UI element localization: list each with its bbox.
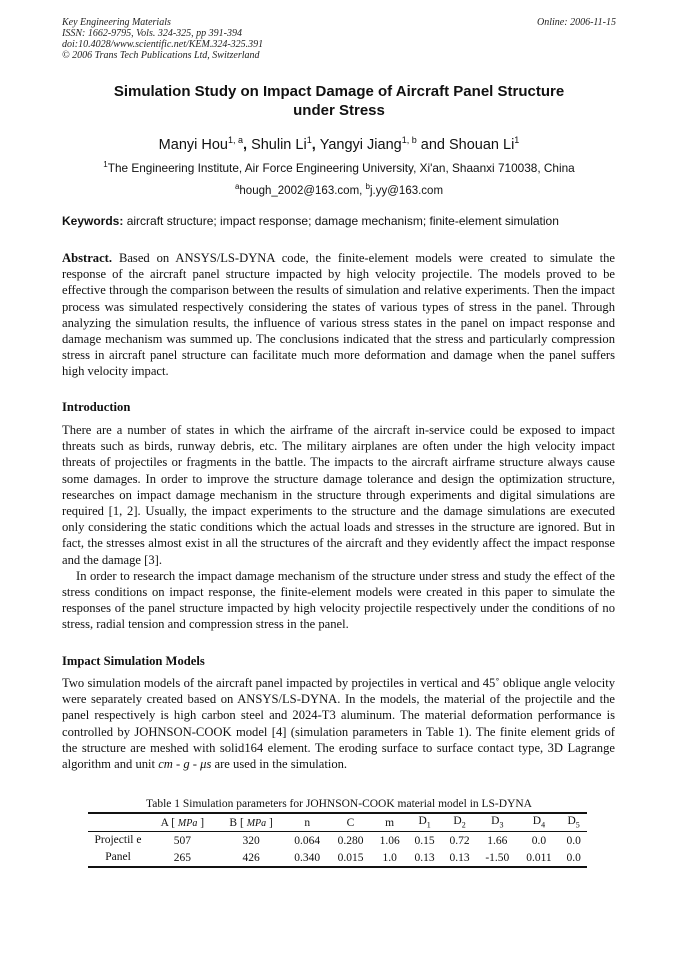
table-cell: 0.13 (449, 851, 470, 864)
column-header: $D_5$ (567, 815, 580, 830)
table-row (88, 832, 587, 850)
abstract-text: Based on ANSYS/LS-DYNA code, the finite-element models were created to simulate the response of the aircraft panel structure impacted by high velocity projectile. The models proved to be effective through the comparison between the results of simulation and relative experiments. Then the impact process was simulated respectively considering the states of various types of stress in the panel. Through analyzing the simulation results, the influence of various stress states in the panel on impact response and damage mechanism was summed up. The conclusions indicated that the stress and particularly compression stress in aircraft panel structure can facilitate much more deformation and damage when the panel suffers high velocity impact. (62, 251, 615, 379)
author-name: Shouan Li (448, 136, 515, 153)
column-header: C (346, 816, 355, 829)
affiliation-mark: 1 (103, 160, 108, 169)
table-row (88, 849, 587, 867)
affiliation (62, 157, 616, 176)
table-cell: 1.66 (487, 834, 508, 847)
table-corner (88, 813, 148, 832)
table-cell: 0.015 (337, 851, 364, 864)
author-separator: , (311, 136, 320, 153)
author-name: Shulin Li (251, 136, 307, 153)
paragraph-text: are used in the simulation. (211, 757, 348, 772)
email-mark: a (234, 182, 240, 191)
table-cell: 0.064 (294, 834, 321, 847)
table-cell: 265 (173, 851, 191, 864)
title-line-2: under Stress (293, 102, 385, 119)
author-affil-mark: 1, b (401, 135, 417, 145)
section-heading-models: Impact Simulation Models (62, 654, 205, 668)
unit-expression: cm - g - μs (158, 757, 212, 772)
affiliation-text: The Engineering Institute, Air Force Engineering University, Xi'an, Shaanxi 710038, China (107, 160, 575, 175)
table-cell: 0.340 (294, 851, 321, 864)
table-header-row (88, 813, 587, 832)
author-emails (62, 179, 616, 199)
author-name: Manyi Hou (158, 136, 228, 153)
table-cell: 0.0 (566, 851, 581, 864)
table-cell: 0.13 (414, 851, 435, 864)
column-header: $D_3$ (491, 815, 504, 830)
journal-name: Key Engineering Materials (62, 17, 171, 28)
row-label: Projectil e (94, 834, 142, 846)
table-cell: 507 (173, 834, 191, 847)
paragraph (62, 675, 615, 772)
table-cell: 0.0 (566, 834, 581, 847)
author-affil-mark: 1, a (227, 135, 243, 145)
paragraph-text: Two simulation models of the aircraft panel impacted by projectiles in vertical and 45˚ oblique angle velocity were separately created based on ANSYS/LS-DYNA. In the models, the material of the projectile and the panel respectively is high carbon steel and 2024-T3 aluminum. The material deformation performance is controlled by JOHNSON-COOK model [4] (simulation parameters in Table 1). The finite element grids of the structure are meshed with solid164 element. The eroding surface to surface contact type, 3D Lagrange algorithm and unit (62, 676, 615, 772)
column-header: A [ MPa ] (160, 816, 205, 829)
abstract-label: Abstract. (62, 251, 113, 265)
author-name: Yangyi Jiang (319, 136, 402, 153)
section-heading-introduction: Introduction (62, 400, 131, 414)
journal-header (62, 17, 616, 61)
table-cell: 0.011 (526, 851, 552, 864)
author-list (62, 131, 616, 154)
table-cell: 1.06 (379, 834, 400, 847)
paper-title (62, 82, 616, 120)
column-header: $D_2$ (453, 815, 466, 830)
models-body (62, 675, 615, 772)
keywords (62, 213, 616, 229)
keywords-text: aircraft structure; impact response; damage mechanism; finite-element simulation (126, 214, 559, 228)
column-header: m (385, 816, 395, 829)
email-address: hough_2002@163.com, (239, 184, 366, 197)
journal-copyright: © 2006 Trans Tech Publications Ltd, Switzerland (62, 50, 260, 61)
email-address: j.yy@163.com (370, 184, 444, 197)
author-affil-mark: 1 (514, 135, 520, 145)
column-header: B [ MPa ] (229, 816, 273, 829)
journal-doi: doi:10.4028/www.scientific.net/KEM.324-325.391 (62, 39, 264, 50)
column-header: $D_1$ (418, 815, 431, 830)
table-cell: -1.50 (485, 851, 510, 864)
introduction-body (62, 422, 615, 633)
table-caption: Table 1 Simulation parameters for JOHNSON-COOK material model in LS-DYNA (146, 798, 532, 810)
abstract (62, 250, 615, 380)
online-date: Online: 2006-11-15 (537, 17, 616, 28)
column-header: n (304, 816, 311, 829)
table-cell: 1.0 (382, 851, 397, 864)
email-mark: b (365, 182, 370, 191)
table-cell: 0.280 (337, 834, 364, 847)
table-cell: 320 (242, 834, 260, 847)
journal-issn: ISSN: 1662-9795, Vols. 324-325, pp 391-394 (62, 28, 242, 39)
title-line-1: Simulation Study on Impact Damage of Aircraft Panel Structure (113, 83, 565, 100)
column-header: $D_4$ (532, 815, 546, 830)
paragraph: In order to research the impact damage mechanism of the structure under stress and study the effect of the stress conditions on impact response, the finite-element models were created in this paper to simulate the responses of the panel structure impacted by high velocity projectile respectively under the conditions of no stress, radial tension and compression stress in the panel. (62, 568, 615, 632)
keywords-label: Keywords: (62, 214, 124, 228)
parameter-table (88, 812, 587, 868)
row-label: Panel (105, 851, 131, 863)
author-affil-mark: 1 (306, 135, 312, 145)
table-cell: 0.0 (531, 834, 547, 847)
table-cell: 426 (242, 851, 260, 864)
author-separator: , (243, 136, 252, 153)
table-cell: 0.72 (449, 834, 470, 847)
author-separator: and (416, 136, 449, 153)
table-cell: 0.15 (414, 834, 435, 847)
paragraph: There are a number of states in which the airframe of the aircraft in-service could be exposed to impact threats such as birds, runway debris, etc. The military airplanes are often under the high velocity impact threats of projectiles or fragments in the battle. The impacts to the aircraft airframe structure always cause some damages. In order to improve the structure damage tolerance and design the optimization structure, researches on impact damage mechanism in the structure through experiments and digital simulations are required [1, 2]. Usually, the impact experiments to the structure and the damage simulations are executed only considering the static conditions which the actual loads and stresses in the structure are ignored. But in fact, the stresses almost exist in all the structures of the aircraft and they evidently affect the impact response and the damage [3]. (62, 423, 615, 567)
